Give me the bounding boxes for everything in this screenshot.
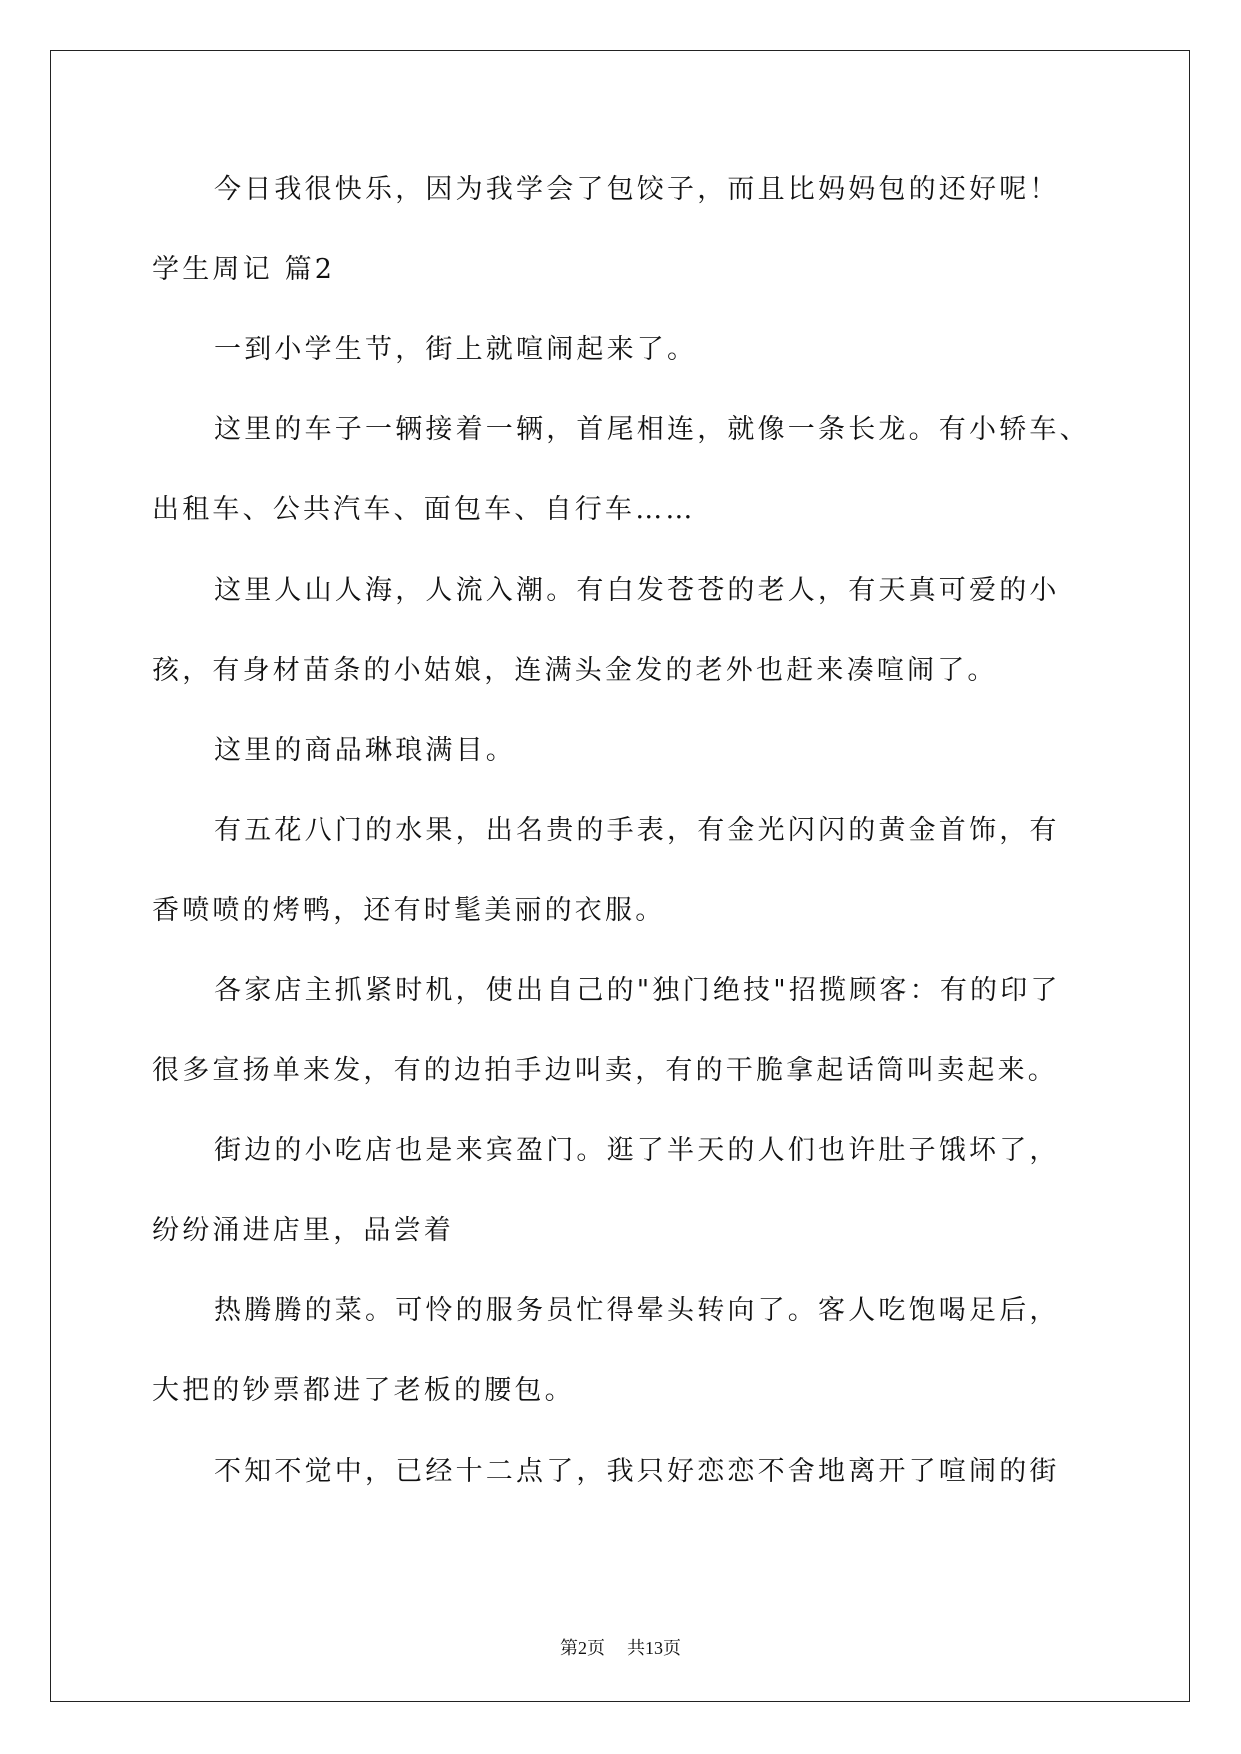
paragraph-line: 各家店主抓紧时机，使出自己的"独门绝技"招揽顾客：有的印了 xyxy=(214,975,1061,1006)
paragraph-line: 出租车、公共汽车、面包车、自行车…… xyxy=(152,494,696,525)
paragraph-line: 这里人山人海，人流入潮。有白发苍苍的老人，有天真可爱的小 xyxy=(214,575,1060,606)
paragraph-line: 街边的小吃店也是来宾盈门。逛了半天的人们也许肚子饿坏了， xyxy=(214,1135,1060,1166)
paragraph-line: 今日我很快乐，因为我学会了包饺子，而且比妈妈包的还好呢！ xyxy=(214,174,1060,205)
paragraph-line: 这里的车子一辆接着一辆，首尾相连，就像一条长龙。有小轿车、 xyxy=(214,414,1090,445)
page-number-total: 共13页 xyxy=(627,1638,681,1658)
paragraph-line: 一到小学生节，街上就喧闹起来了。 xyxy=(214,334,698,365)
paragraph-line: 这里的商品琳琅满目。 xyxy=(214,735,516,766)
paragraph-line: 香喷喷的烤鸭，还有时髦美丽的衣服。 xyxy=(152,895,666,926)
paragraph-line: 热腾腾的菜。可怜的服务员忙得晕头转向了。客人吃饱喝足后， xyxy=(214,1295,1060,1326)
page-footer xyxy=(0,1634,1241,1660)
paragraph-line: 大把的钞票都进了老板的腰包。 xyxy=(152,1375,575,1406)
paragraph-line: 不知不觉中，已经十二点了，我只好恋恋不舍地离开了喧闹的街 xyxy=(214,1456,1060,1487)
section-heading: 学生周记 篇2 xyxy=(152,254,336,285)
paragraph-line: 有五花八门的水果，出名贵的手表，有金光闪闪的黄金首饰，有 xyxy=(214,815,1060,846)
paragraph-line: 纷纷涌进店里，品尝着 xyxy=(152,1215,454,1246)
paragraph-line: 孩，有身材苗条的小姑娘，连满头金发的老外也赶来凑喧闹了。 xyxy=(152,655,998,686)
page-number-current: 第2页 xyxy=(560,1638,605,1658)
paragraph-line: 很多宣扬单来发，有的边拍手边叫卖，有的干脆拿起话筒叫卖起来。 xyxy=(152,1055,1058,1086)
